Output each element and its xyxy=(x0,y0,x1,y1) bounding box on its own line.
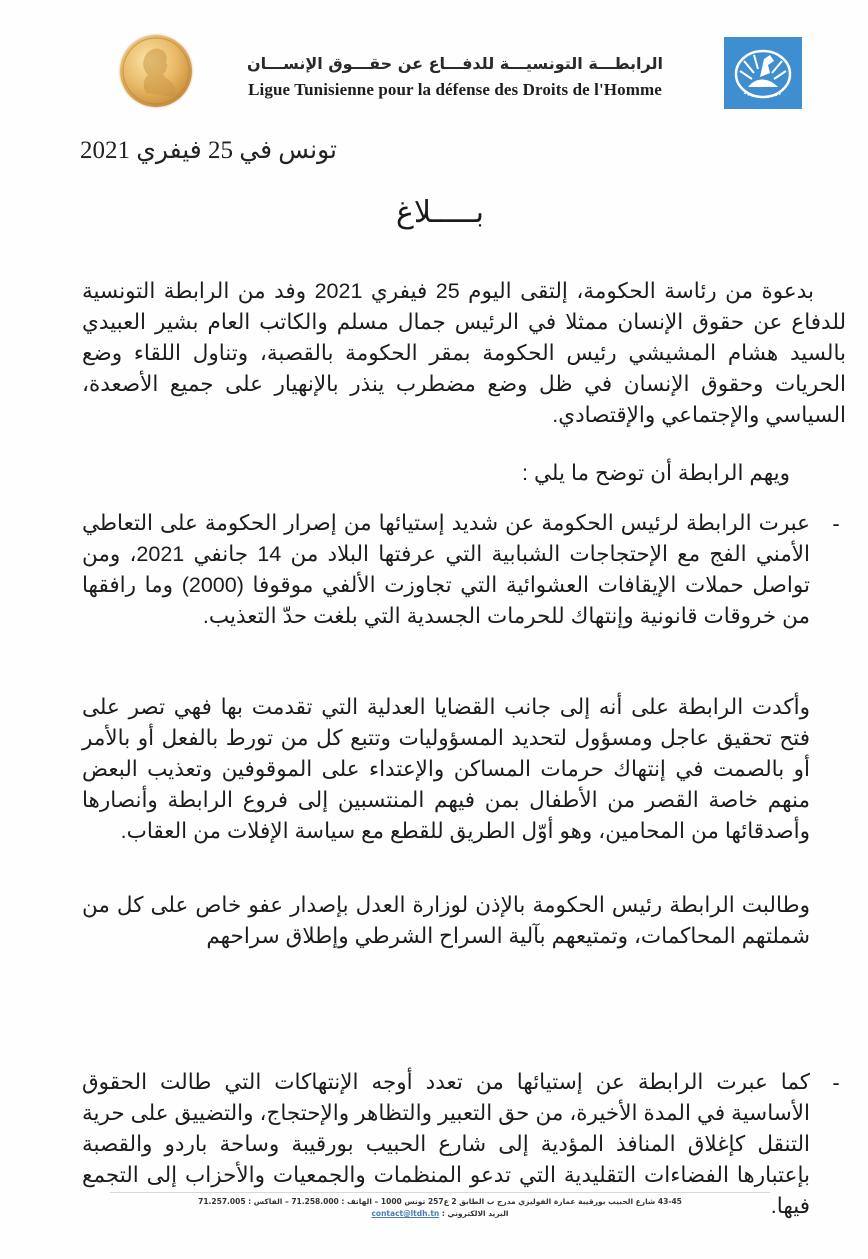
footer-address: 43-45 شارع الحبيب بورقيبة عمارة الفوليزي مدرج ب الطابق 2 ع257 تونس 1000 – الهاتف : 71.258.000 – الفاكس : 71.257.005 xyxy=(198,1197,682,1206)
ltdh-logo-icon xyxy=(724,37,802,109)
date-line: تونس في 25 فيفري 2021 xyxy=(80,137,338,164)
bullet-marker: - xyxy=(832,1070,840,1095)
sub-paragraph: وطالبت الرابطة رئيس الحكومة بالإذن لوزارة العدل بإصدار عفو خاص على كل من شملتهم المحاكمات، وتمتيعهم بآلية السراح الشرطي وإطلاق سراحهم xyxy=(82,893,810,948)
sub-paragraph: وأكدت الرابطة على أنه إلى جانب القضايا العدلية التي تقدمت بها فهي تصر على فتح تحقيق عاجل ومسؤول لتحديد المسؤوليات وتتبع كل من تورط بالفعل أو بالأمر أو بالصمت في إنتهاك حرمات المساكن والإعتداء على الموقوفين وتعذيب البعض منهم خاصة القصر من الأطفال بمن فيهم المنتسبين إلى فروع الرابطة وأنصارها وأصدقائها من المحامين، وهو أوّل الطريق للقطع مع سياسة الإفلات من العقاب. xyxy=(82,695,810,843)
bullet-text: عبرت الرابطة لرئيس الحكومة عن شديد إستيائها من إصرار الحكومة على التعاطي الأمني الفج مع الإحتجاجات الشبابية التي عرفتها البلاد من 14 جانفي 2021، ومن تواصل حملات الإيقافات العشوائية التي تجاوزت الألفي موقوفا (2000) وما رافقها من خروقات قانونية وإنتهاك للحرمات الجسدية التي بلغت حدّ التعذيب. xyxy=(82,511,810,628)
bullet-marker: - xyxy=(832,511,840,536)
org-name-french: Ligue Tunisienne pour la défense des Droits de l'Homme xyxy=(248,80,662,99)
org-name-arabic: الرابطـــة التونسيـــة للدفـــاع عن حقـــوق الإنســـان xyxy=(247,54,663,73)
document-title: بـــــلاغ xyxy=(395,195,485,230)
bullet-text: كما عبرت الرابطة عن إستيائها من تعدد أوجه الإنتهاكات التي طالت الحقوق الأساسية في المدة الأخيرة، من حق التعبير والتظاهر والإحتجاج، والتضييق على حرية التنقل كإغلاق المنافذ المؤدية إلى شارع الحبيب بورقيبة وساحة باردو والقصبة بإعتبارها الفضاءات التقليدية التي تدعو المنظمات والجمعيات والأحزاب إلى التجمع فيها. xyxy=(82,1070,810,1218)
footer-email-line xyxy=(300,1208,580,1219)
bullet-item xyxy=(82,508,846,632)
footer-divider xyxy=(110,1192,770,1193)
footer-email-link[interactable]: contact@ltdh.tn xyxy=(371,1209,440,1218)
nobel-medal-icon xyxy=(120,35,192,107)
intro-line: ويهم الرابطة أن توضح ما يلي : xyxy=(522,461,790,485)
opening-paragraph: بدعوة من رئاسة الحكومة، إلتقى اليوم 25 فيفري 2021 وفد من الرابطة التونسية للدفاع عن حقوق الإنسان ممثلا في الرئيس جمال مسلم والكاتب العام بشير العبيدي بالسيد هشام المشيشي رئيس الحكومة بمقر الحكومة بالقصبة، وتناول اللقاء وضع الحريات وحقوق الإنسان في ظل وضع مضطرب ينذر بالإنهيار على جميع الأصعدة، السياسي والإجتماعي والإقتصادي. xyxy=(82,279,846,427)
footer-email-label: البريد الالكتروني : xyxy=(441,1209,509,1218)
